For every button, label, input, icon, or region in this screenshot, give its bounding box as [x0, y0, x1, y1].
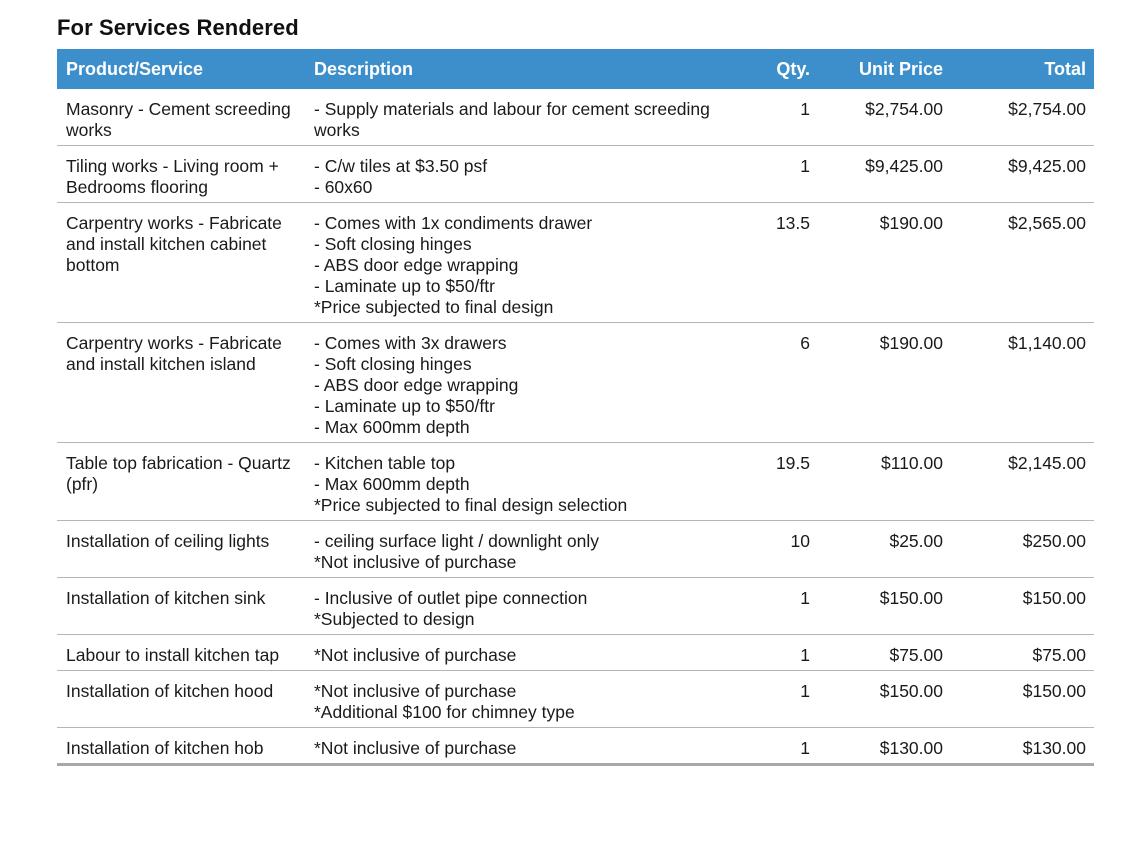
description-line: - Max 600mm depth: [314, 417, 470, 437]
column-header-total: Total: [951, 49, 1094, 89]
description-line: *Subjected to design: [314, 609, 475, 629]
qty-cell: 1: [748, 146, 818, 203]
table-row: [57, 443, 1094, 521]
total-cell: $150.00: [951, 671, 1094, 728]
description-line: *Not inclusive of purchase: [314, 552, 517, 572]
column-header-description: Description: [305, 49, 748, 89]
table-row: [57, 671, 1094, 728]
unit-price-cell: $130.00: [818, 728, 951, 765]
unit-price-cell: $150.00: [818, 578, 951, 635]
table-row: [57, 203, 1094, 323]
unit-price-cell: $2,754.00: [818, 89, 951, 146]
column-header-unit-price: Unit Price: [818, 49, 951, 89]
table-row: [57, 728, 1094, 765]
description-line: - Laminate up to $50/ftr: [314, 396, 495, 416]
description-line: - Comes with 3x drawers: [314, 333, 507, 353]
total-cell: $9,425.00: [951, 146, 1094, 203]
description-line: - Laminate up to $50/ftr: [314, 276, 495, 296]
description-line: *Price subjected to final design: [314, 297, 554, 317]
description-cell: [305, 578, 748, 635]
description-line: *Additional $100 for chimney type: [314, 702, 575, 722]
description-line: - Supply materials and labour for cement screeding works: [314, 99, 710, 140]
unit-price-cell: $150.00: [818, 671, 951, 728]
total-cell: $2,145.00: [951, 443, 1094, 521]
description-cell: [305, 443, 748, 521]
unit-price-cell: $110.00: [818, 443, 951, 521]
product-cell: Installation of kitchen hob: [57, 728, 305, 765]
table-row: [57, 323, 1094, 443]
product-cell: Masonry - Cement screeding works: [57, 89, 305, 146]
description-line: - Comes with 1x condiments drawer: [314, 213, 593, 233]
product-cell: Installation of kitchen sink: [57, 578, 305, 635]
column-header-qty: Qty.: [748, 49, 818, 89]
description-cell: [305, 728, 748, 765]
description-cell: [305, 521, 748, 578]
unit-price-cell: $9,425.00: [818, 146, 951, 203]
unit-price-cell: $190.00: [818, 203, 951, 323]
description-line: - Inclusive of outlet pipe connection: [314, 588, 588, 608]
qty-cell: 1: [748, 89, 818, 146]
description-line: - 60x60: [314, 177, 373, 197]
qty-cell: 1: [748, 671, 818, 728]
table-row: [57, 146, 1094, 203]
table-row: [57, 578, 1094, 635]
description-line: - Kitchen table top: [314, 453, 456, 473]
product-cell: Carpentry works - Fabricate and install kitchen cabinet bottom: [57, 203, 305, 323]
qty-cell: 1: [748, 728, 818, 765]
total-cell: $2,754.00: [951, 89, 1094, 146]
product-cell: Table top fabrication - Quartz (pfr): [57, 443, 305, 521]
description-cell: [305, 323, 748, 443]
table-row: [57, 89, 1094, 146]
product-cell: Installation of kitchen hood: [57, 671, 305, 728]
unit-price-cell: $190.00: [818, 323, 951, 443]
services-table: [57, 49, 1094, 766]
description-line: *Not inclusive of purchase: [314, 681, 517, 701]
description-line: *Not inclusive of purchase: [314, 645, 517, 665]
description-line: *Not inclusive of purchase: [314, 738, 517, 758]
description-line: - ceiling surface light / downlight only: [314, 531, 600, 551]
product-cell: Carpentry works - Fabricate and install kitchen island: [57, 323, 305, 443]
description-line: - ABS door edge wrapping: [314, 255, 519, 275]
header-row: [57, 49, 1094, 89]
product-cell: Labour to install kitchen tap: [57, 635, 305, 671]
description-cell: [305, 203, 748, 323]
qty-cell: 6: [748, 323, 818, 443]
description-line: - Max 600mm depth: [314, 474, 470, 494]
total-cell: $2,565.00: [951, 203, 1094, 323]
qty-cell: 1: [748, 578, 818, 635]
description-line: - Soft closing hinges: [314, 354, 472, 374]
qty-cell: 19.5: [748, 443, 818, 521]
description-cell: [305, 671, 748, 728]
total-cell: $130.00: [951, 728, 1094, 765]
description-cell: [305, 146, 748, 203]
product-cell: Installation of ceiling lights: [57, 521, 305, 578]
description-line: *Price subjected to final design selection: [314, 495, 628, 515]
total-cell: $150.00: [951, 578, 1094, 635]
unit-price-cell: $25.00: [818, 521, 951, 578]
qty-cell: 10: [748, 521, 818, 578]
column-header-product: Product/Service: [57, 49, 305, 89]
table-header: [57, 49, 1094, 89]
unit-price-cell: $75.00: [818, 635, 951, 671]
qty-cell: 13.5: [748, 203, 818, 323]
page-title: For Services Rendered: [57, 15, 299, 40]
description-line: - C/w tiles at $3.50 psf: [314, 156, 488, 176]
description-cell: [305, 635, 748, 671]
product-cell: Tiling works - Living room + Bedrooms flooring: [57, 146, 305, 203]
table-row: [57, 635, 1094, 671]
description-cell: [305, 89, 748, 146]
table-body: [57, 89, 1094, 765]
total-cell: $1,140.00: [951, 323, 1094, 443]
table-row: [57, 521, 1094, 578]
total-cell: $250.00: [951, 521, 1094, 578]
description-line: - ABS door edge wrapping: [314, 375, 519, 395]
qty-cell: 1: [748, 635, 818, 671]
total-cell: $75.00: [951, 635, 1094, 671]
description-line: - Soft closing hinges: [314, 234, 472, 254]
